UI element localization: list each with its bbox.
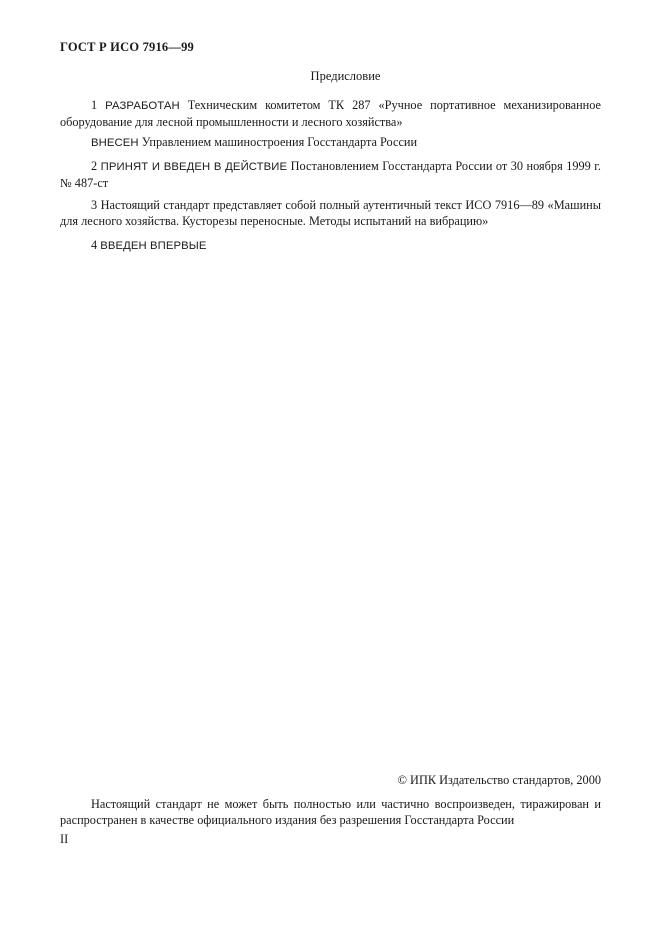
item-3-text: Настоящий стандарт представляет собой полный аутентичный текст ИСО 7916—89 «Машины для лесного хозяйства. Кусторезы переносные. Методы испытаний на вибрацию» bbox=[60, 198, 601, 228]
item-1b-text: Управлением машиностроения Госстандарта России bbox=[141, 135, 418, 149]
preface-item-4 bbox=[60, 238, 601, 255]
reproduction-notice: Настоящий стандарт не может быть полностью или частично воспроизведен, тиражирован и распространен в качестве официального издания без разрешения Госстандарта России bbox=[60, 797, 601, 827]
preface-item-1 bbox=[60, 98, 601, 130]
preface-item-2 bbox=[60, 159, 601, 191]
item-2-text: Постановлением Госстандарта России от 30 ноября 1999 г. № 487-ст bbox=[60, 159, 602, 190]
item-2-number: 2 bbox=[91, 159, 98, 173]
item-1-text: Техническим комитетом ТК 287 «Ручное портативное механизированное оборудование для лесной промышленности и лесного хозяйства» bbox=[60, 98, 601, 129]
item-3-number: 3 bbox=[91, 198, 98, 212]
preface-item-1b bbox=[60, 135, 601, 152]
item-1-number: 1 bbox=[91, 98, 98, 112]
item-1b-label: ВНЕСЕН bbox=[91, 137, 139, 149]
copyright-line: © ИПК Издательство стандартов, 2000 bbox=[397, 773, 601, 787]
item-2-label: ПРИНЯТ И ВВЕДЕН В ДЕЙСТВИЕ bbox=[100, 161, 288, 173]
preface-item-3 bbox=[60, 198, 601, 229]
preface-title: Предисловие bbox=[310, 69, 381, 83]
document-code: ГОСТ Р ИСО 7916—99 bbox=[60, 40, 194, 54]
item-4-number: 4 bbox=[91, 238, 98, 252]
page-number: II bbox=[60, 832, 69, 846]
item-4-label: ВВЕДЕН ВПЕРВЫЕ bbox=[100, 240, 207, 252]
item-1-label: РАЗРАБОТАН bbox=[105, 100, 180, 112]
